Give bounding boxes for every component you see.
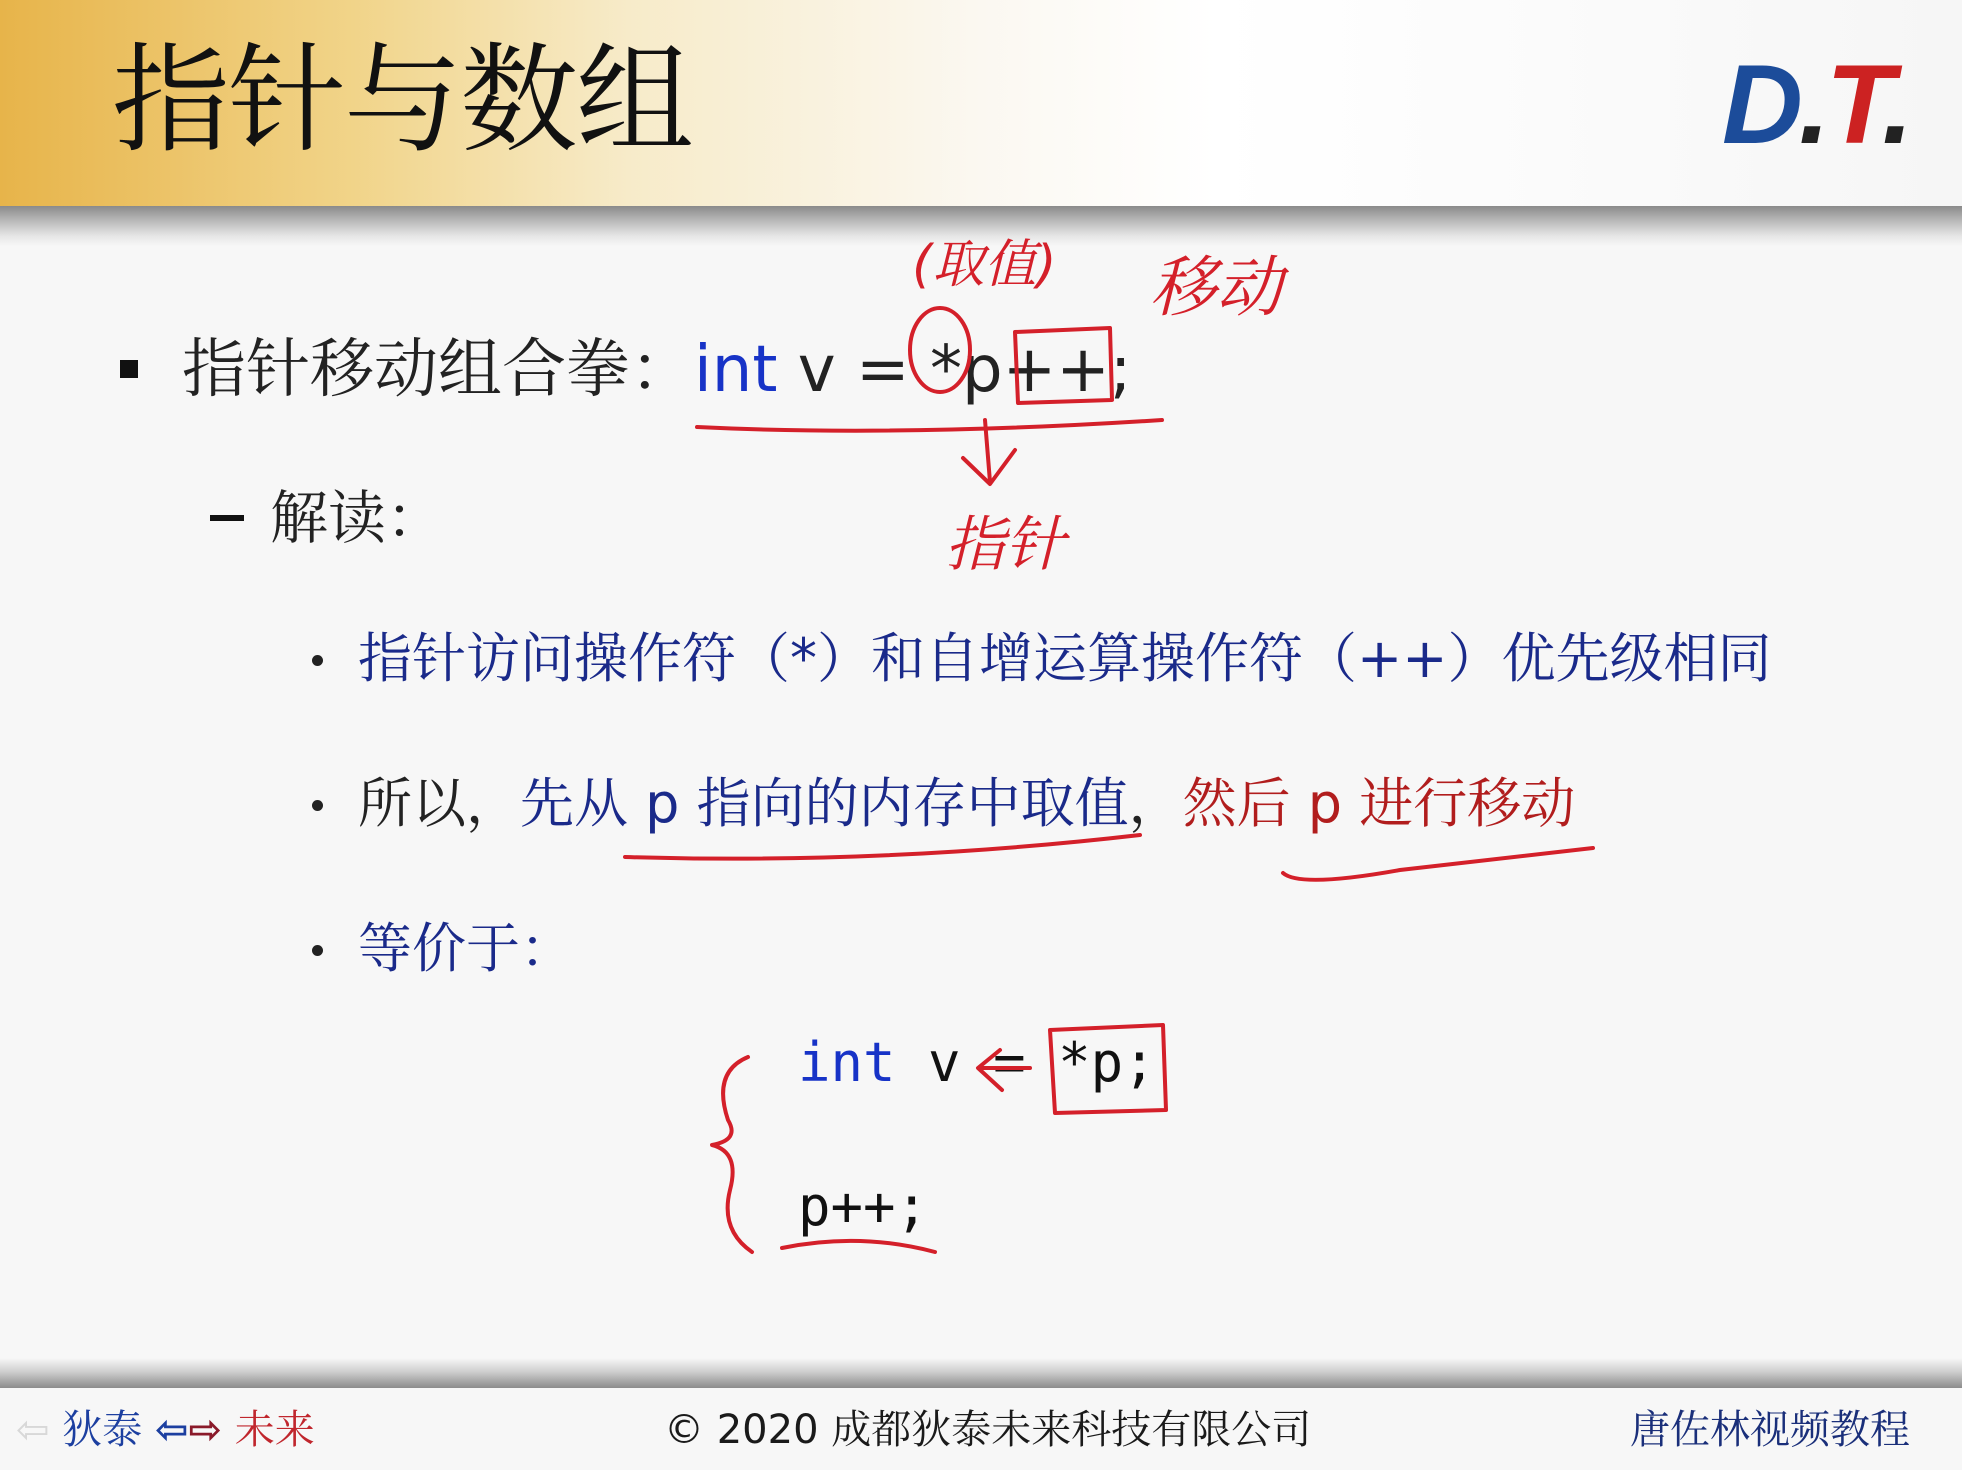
code-keyword: int bbox=[798, 1031, 896, 1094]
code-line-1-rest: v = *p; bbox=[895, 1031, 1156, 1094]
item-precedence: 指针访问操作符（*）和自增运算操作符（++）优先级相同 bbox=[358, 627, 1772, 690]
ink-arrow-shaft bbox=[985, 420, 990, 482]
logo-dot-1: . bbox=[1798, 42, 1827, 167]
item-explanation-blue: 先从 p 指向的内存中取值 bbox=[520, 772, 1129, 835]
logo-t: T bbox=[1826, 42, 1883, 167]
item-equivalent: 等价于： bbox=[358, 917, 574, 980]
item-explanation bbox=[358, 767, 1575, 841]
ink-brace bbox=[712, 1057, 752, 1252]
footer-divider bbox=[0, 1358, 1962, 1388]
header-divider bbox=[0, 206, 1962, 246]
ink-note-pointer: 指针 bbox=[945, 510, 1065, 580]
ink-underline-expression bbox=[697, 420, 1162, 431]
footer-course: 唐佐林视频教程 bbox=[1630, 1407, 1910, 1453]
ink-arrow-head bbox=[963, 450, 1015, 484]
item-explanation-lead: 所以， bbox=[358, 772, 520, 835]
dot-bullet-icon bbox=[312, 945, 323, 956]
footer-left bbox=[16, 1400, 315, 1460]
code-line-2: p++; bbox=[798, 1175, 929, 1238]
dot-bullet-icon bbox=[312, 655, 323, 666]
square-bullet-icon bbox=[120, 360, 138, 378]
footer-faint-arrow-icon: ⇦ bbox=[16, 1407, 50, 1453]
ink-note-value: (取值) bbox=[912, 235, 1057, 295]
logo-dot-2: . bbox=[1882, 42, 1910, 167]
logo-d: D bbox=[1722, 42, 1799, 167]
code-line-1 bbox=[798, 1028, 1156, 1098]
footer-copyright: © 2020 成都狄泰未来科技有限公司 bbox=[664, 1407, 1312, 1453]
ink-note-move: 移动 bbox=[1150, 249, 1282, 326]
main-bullet bbox=[182, 328, 1131, 412]
footer-left-b: 未来 bbox=[234, 1407, 315, 1453]
main-code-expression: v = *p++; bbox=[777, 333, 1132, 407]
item-explanation-comma: ， bbox=[1128, 772, 1183, 835]
footer-left-a: 狄泰 bbox=[62, 1407, 143, 1453]
ink-underline-red bbox=[1283, 848, 1593, 880]
item-explanation-red: 然后 p 进行移动 bbox=[1182, 772, 1576, 835]
ink-underline-increment bbox=[782, 1241, 935, 1252]
slide-title: 指针与数组 bbox=[112, 31, 693, 169]
right-arrow-icon: ⇨ bbox=[188, 1407, 222, 1453]
main-code-keyword: int bbox=[694, 333, 778, 407]
left-arrow-icon: ⇦ bbox=[154, 1407, 189, 1453]
dash-bullet-icon bbox=[210, 515, 244, 521]
dt-logo bbox=[1722, 42, 1910, 167]
sub-bullet-label: 解读： bbox=[270, 484, 445, 552]
main-bullet-label: 指针移动组合拳： bbox=[182, 333, 694, 407]
dot-bullet-icon bbox=[312, 800, 323, 811]
